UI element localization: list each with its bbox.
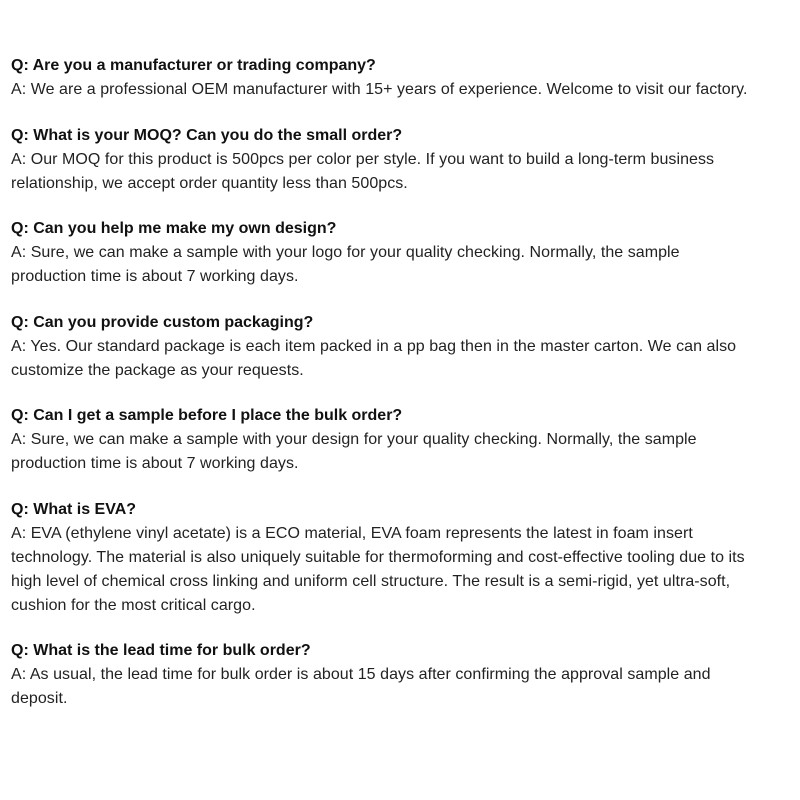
faq-item-lead-time xyxy=(11,639,791,711)
faq-item-moq xyxy=(11,124,791,196)
faq-item-custom-packaging xyxy=(11,311,791,383)
faq-item-eva xyxy=(11,498,791,618)
faq-answer-line: A: Sure, we can make a sample with your logo for your quality checking. Normally, the sample xyxy=(11,244,680,261)
faq-question: Q: Can I get a sample before I place the bulk order? xyxy=(11,407,403,424)
faq-answer-line: cushion for the most critical cargo. xyxy=(11,596,256,614)
faq-answer-line: A: Sure, we can make a sample with your design for your quality checking. Normally, the sample xyxy=(11,431,697,448)
faq-answer-line: relationship, we accept order quantity less than 500pcs. xyxy=(11,174,408,192)
faq-answer-line: A: Yes. Our standard package is each item packed in a pp bag then in the master carton. We can also xyxy=(11,337,737,355)
faq-question: Q: Can you provide custom packaging? xyxy=(11,313,314,331)
faq-answer-line: customize the package as your requests. xyxy=(11,361,304,379)
faq-answer-line: deposit. xyxy=(11,690,68,707)
faq-answer-line: A: EVA (ethylene vinyl acetate) is a ECO material, EVA foam represents the latest in foam insert xyxy=(11,524,693,542)
faq-answer-line: A: Our MOQ for this product is 500pcs per color per style. If you want to build a long-term business xyxy=(11,150,715,168)
faq-question: Q: Are you a manufacturer or trading company? xyxy=(11,57,376,74)
faq-question: Q: What is EVA? xyxy=(11,500,137,518)
faq-question: Q: Can you help me make my own design? xyxy=(11,220,337,237)
faq-answer-line: production time is about 7 working days. xyxy=(11,268,299,285)
faq-answer-line: production time is about 7 working days. xyxy=(11,455,299,472)
faq-section xyxy=(11,54,791,733)
faq-answer-line: A: We are a professional OEM manufacturer with 15+ years of experience. Welcome to visit our factory. xyxy=(11,81,748,98)
faq-item-own-design xyxy=(11,217,791,289)
faq-answer-line: A: As usual, the lead time for bulk order is about 15 days after confirming the approval sample and xyxy=(11,666,711,683)
faq-item-manufacturer xyxy=(11,54,791,102)
faq-question: Q: What is the lead time for bulk order? xyxy=(11,642,311,659)
faq-answer-line: technology. The material is also uniquely suitable for thermoforming and cost-effective tooling due to its xyxy=(11,548,745,566)
faq-answer-line: high level of chemical cross linking and uniform cell structure. The result is a semi-rigid, yet ultra-soft, xyxy=(11,572,731,590)
faq-question: Q: What is your MOQ? Can you do the small order? xyxy=(11,126,403,144)
faq-item-sample xyxy=(11,404,791,476)
